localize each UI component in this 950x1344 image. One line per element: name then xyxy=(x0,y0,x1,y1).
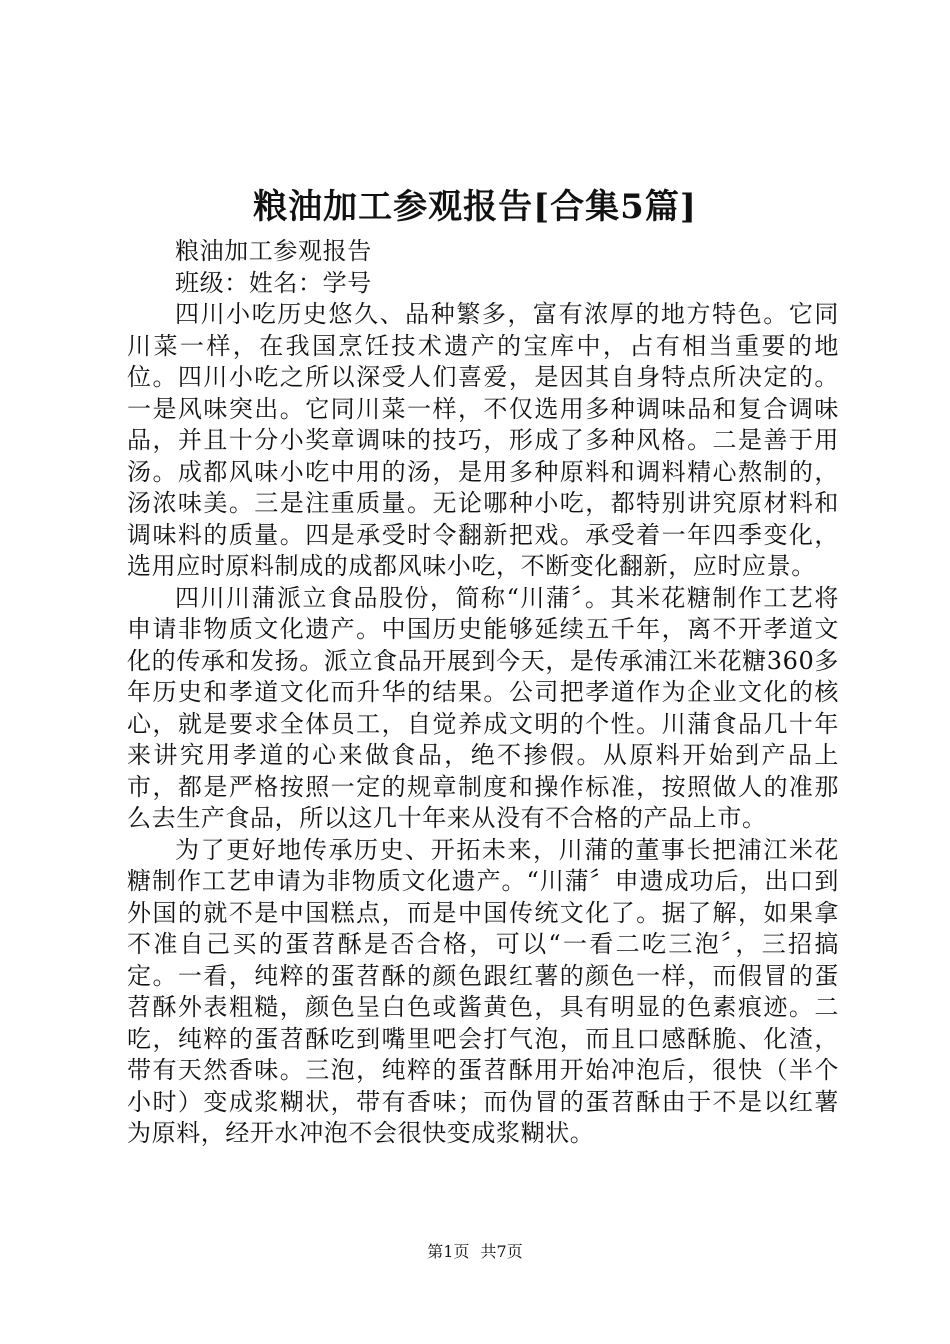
student-info-line: 班级：姓名：学号 xyxy=(175,268,372,297)
document-body xyxy=(127,236,839,1150)
body-paragraph: 四川川蒲派立食品股份，简称“川蒲〞。其米花糖制作工艺将申请非物质文化遗产。中国历史能够延续五千年，离不开孝道文化的传承和发扬。派立食品开展到今天，是传承浦江米花糖360多年历史和孝道文化而升华的结果。公司把孝道作为企业文化的核心，就是要求全体员工，自觉养成文明的个性。川蒲食品几十年来讲究用孝道的心来做食品，绝不掺假。从原料开始到产品上市，都是严格按照一定的规章制度和操作标准，按照做人的准那么去生产食品，所以这几十年来从没有不合格的产品上市。 xyxy=(127,583,839,832)
report-subtitle: 粮油加工参观报告 xyxy=(175,237,372,265)
page-total: 共7页 xyxy=(480,1242,523,1261)
document-title: 粮油加工参观报告[合集5篇] xyxy=(253,187,697,227)
body-paragraph: 为了更好地传承历史、开拓未来，川蒲的董事长把浦江米花糖制作工艺申请为非物质文化遗产。“川蒲〞申遗成功后，出口到外国的就不是中国糕点，而是中国传统文化了。据了解，如果拿不准自己买的蛋苕酥是否合格，可以“一看二吃三泡〞，三招搞定。一看，纯粹的蛋苕酥的颜色跟红薯的颜色一样，而假冒的蛋苕酥外表粗糙，颜色呈白色或酱黄色，具有明显的色素痕迹。二吃，纯粹的蛋苕酥吃到嘴里吧会打气泡，而且口感酥脆、化渣，带有天然香味。三泡，纯粹的蛋苕酥用开始冲泡后，很快（半个小时）变成浆糊状，带有香味；而伪冒的蛋苕酥由于不是以红薯为原料，经开水冲泡不会很快变成浆糊状。 xyxy=(127,835,839,1147)
body-paragraph: 四川小吃历史悠久、品种繁多，富有浓厚的地方特色。它同川菜一样，在我国烹饪技术遗产的宝库中，占有相当重要的地位。四川小吃之所以深受人们喜爱，是因其自身特点所决定的。一是风味突出。它同川菜一样，不仅选用多种调味品和复合调味品，并且十分小奖章调味的技巧，形成了多种风格。二是善于用汤。成都风味小吃中用的汤，是用多种原料和调料精心熬制的，汤浓味美。三是注重质量。无论哪种小吃，都特别讲究原材料和调味料的质量。四是承受时令翻新把戏。承受着一年四季变化，选用应时原料制成的成都风味小吃，不断变化翻新，应时应景。 xyxy=(127,300,839,580)
page-number: 第1页 xyxy=(427,1242,470,1261)
page-footer xyxy=(0,1241,950,1263)
